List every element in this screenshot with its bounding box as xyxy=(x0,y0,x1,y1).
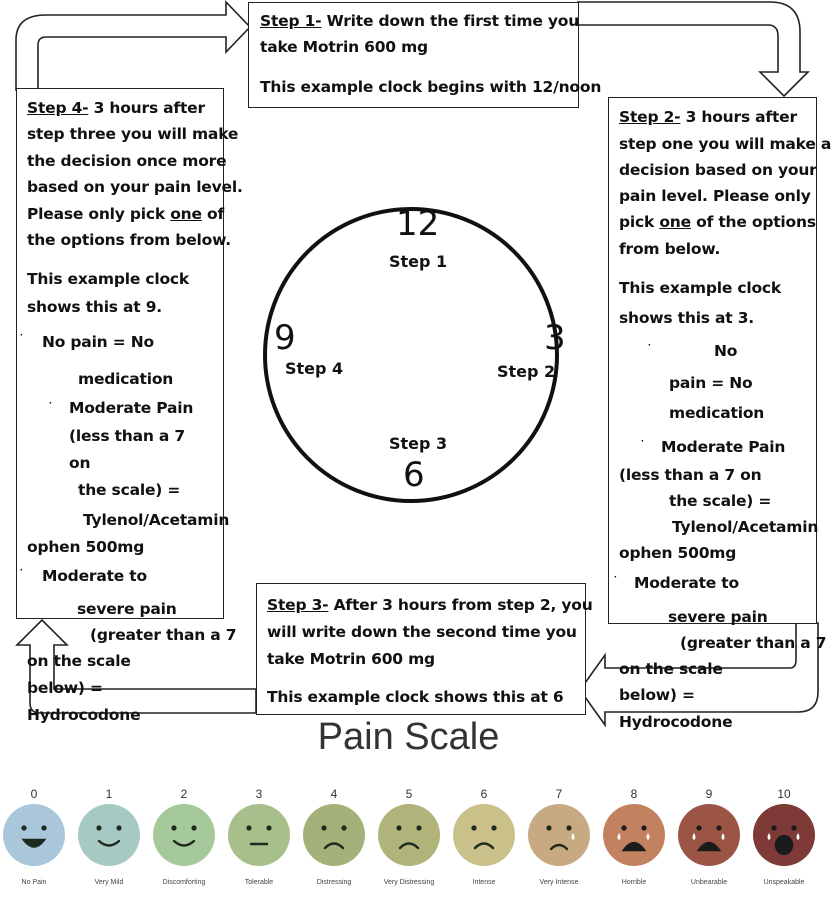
step4-example2: shows this at 9. xyxy=(27,298,162,316)
pain-level-label: Horrible xyxy=(621,879,647,886)
step1-line1: Step 1- Write down the first time you xyxy=(260,12,580,30)
step2-line5: pick one of the options xyxy=(619,213,816,231)
step4-line1: Step 4- 3 hours after xyxy=(27,99,205,117)
pain-level-number: 8 xyxy=(630,787,638,801)
pain-face-icon xyxy=(527,803,591,867)
step2-opt2b: (less than a 7 on xyxy=(619,466,762,484)
step4-opt1a: No pain = No xyxy=(42,333,154,351)
step1-line2: take Motrin 600 mg xyxy=(260,38,428,56)
clock-number-3: 3 xyxy=(544,318,566,358)
pain-level-label: No Pain xyxy=(21,879,47,886)
bullet: · xyxy=(49,398,53,409)
clock-step3-label: Step 3 xyxy=(389,434,448,453)
arrow-step4-to-step1 xyxy=(16,2,250,90)
step4-line6: the options from below. xyxy=(27,231,231,249)
pain-face-icon xyxy=(77,803,141,867)
bullet: · xyxy=(20,330,24,341)
step4-example1: This example clock xyxy=(27,270,190,288)
step2-opt2c: the scale) = xyxy=(669,492,772,510)
step2-opt3b: severe pain xyxy=(668,608,768,626)
step3-example: This example clock shows this at 6 xyxy=(267,688,564,706)
pain-face-icon xyxy=(677,803,741,867)
pain-level-label: Very Mild xyxy=(94,879,124,886)
step2-line3: decision based on your xyxy=(619,161,817,179)
bullet: · xyxy=(648,340,652,351)
pain-face-icon xyxy=(302,803,366,867)
clock-step2-label: Step 2 xyxy=(497,362,556,381)
pain-level-number: 5 xyxy=(405,787,413,801)
step4-line5: Please only pick one of xyxy=(27,205,224,223)
step4-opt2e: Tylenol/Acetamin xyxy=(83,511,230,529)
clock-number-12: 12 xyxy=(396,204,440,244)
step4-opt3d: on the scale xyxy=(27,652,131,670)
pain-level-number: 2 xyxy=(180,787,188,801)
pain-level-label: Very Distressing xyxy=(383,879,435,886)
step3-line1: Step 3- After 3 hours from step 2, you xyxy=(267,596,593,614)
step2-line1: Step 2- 3 hours after xyxy=(619,108,797,126)
arrow-step1-to-step2 xyxy=(578,2,808,96)
step4-line2: step three you will make xyxy=(27,125,239,143)
pain-level-label: Distressing xyxy=(316,879,352,886)
pain-level-number: 9 xyxy=(705,787,713,801)
step4-opt2a: Moderate Pain xyxy=(69,399,194,417)
step2-opt1b: pain = No xyxy=(669,374,753,392)
pain-level-label: Tolerable xyxy=(244,879,274,886)
step3-line2: will write down the second time you xyxy=(267,623,577,641)
step4-opt2c: on xyxy=(69,454,91,472)
pain-face-icon xyxy=(2,803,66,867)
pain-scale-title: Pain Scale xyxy=(317,716,500,758)
step4-opt1b: medication xyxy=(78,370,174,388)
clock-step4-label: Step 4 xyxy=(285,359,344,378)
bullet: · xyxy=(20,565,24,576)
pain-level-label: Unbearable xyxy=(690,879,728,886)
step4-opt3b: severe pain xyxy=(77,600,177,618)
clock-number-9: 9 xyxy=(274,318,296,358)
step2-example2: shows this at 3. xyxy=(619,309,754,327)
pain-level-number: 7 xyxy=(555,787,563,801)
pain-level-number: 4 xyxy=(330,787,338,801)
pain-level-number: 6 xyxy=(480,787,488,801)
step2-opt1a: No xyxy=(714,342,738,360)
step2-line6: from below. xyxy=(619,240,721,258)
step2-opt3e: below) = xyxy=(619,686,695,704)
pain-face-icon xyxy=(602,803,666,867)
step4-opt3c: (greater than a 7 xyxy=(90,626,237,644)
bullet: · xyxy=(614,572,618,583)
step4-line4: based on your pain level. xyxy=(27,178,243,196)
step4-opt2b: (less than a 7 xyxy=(69,427,185,445)
step4-line3: the decision once more xyxy=(27,152,227,170)
clock-number-6: 6 xyxy=(403,455,425,495)
step4-opt3e: below) = xyxy=(27,679,103,697)
pain-level-number: 0 xyxy=(30,787,38,801)
pain-level-number: 3 xyxy=(255,787,263,801)
bullet: · xyxy=(641,436,645,447)
pain-face-icon xyxy=(452,803,516,867)
step4-opt2f: ophen 500mg xyxy=(27,538,145,556)
step2-opt3d: on the scale xyxy=(619,660,723,678)
step4-opt2d: the scale) = xyxy=(78,481,181,499)
clock-step1-label: Step 1 xyxy=(389,252,448,271)
step2-opt3a: Moderate to xyxy=(634,574,739,592)
step2-example1: This example clock xyxy=(619,279,782,297)
step2-opt2d: Tylenol/Acetamin xyxy=(672,518,819,536)
step2-opt2a: Moderate Pain xyxy=(661,438,786,456)
pain-level-label: Unspeakable xyxy=(763,879,805,886)
step2-opt1c: medication xyxy=(669,404,765,422)
step4-opt3f: Hydrocodone xyxy=(27,706,141,724)
step4-opt3a: Moderate to xyxy=(42,567,147,585)
pain-face-icon xyxy=(227,803,291,867)
pain-level-label: Discomforting xyxy=(162,879,206,886)
pain-face-icon xyxy=(752,803,816,867)
pain-level-number: 1 xyxy=(105,787,113,801)
step2-line2: step one you will make a xyxy=(619,135,832,153)
step2-opt2e: ophen 500mg xyxy=(619,544,737,562)
pain-face-icon xyxy=(152,803,216,867)
pain-level-label: Very Intense xyxy=(539,879,579,886)
pain-level-number: 10 xyxy=(777,787,791,801)
pain-level-label: Intense xyxy=(472,879,496,886)
pain-face-icon xyxy=(377,803,441,867)
step2-line4: pain level. Please only xyxy=(619,187,811,205)
step2-opt3f: Hydrocodone xyxy=(619,713,733,731)
step1-example: This example clock begins with 12/noon xyxy=(260,78,602,96)
step3-line3: take Motrin 600 mg xyxy=(267,650,435,668)
step2-opt3c: (greater than a 7 xyxy=(680,634,827,652)
